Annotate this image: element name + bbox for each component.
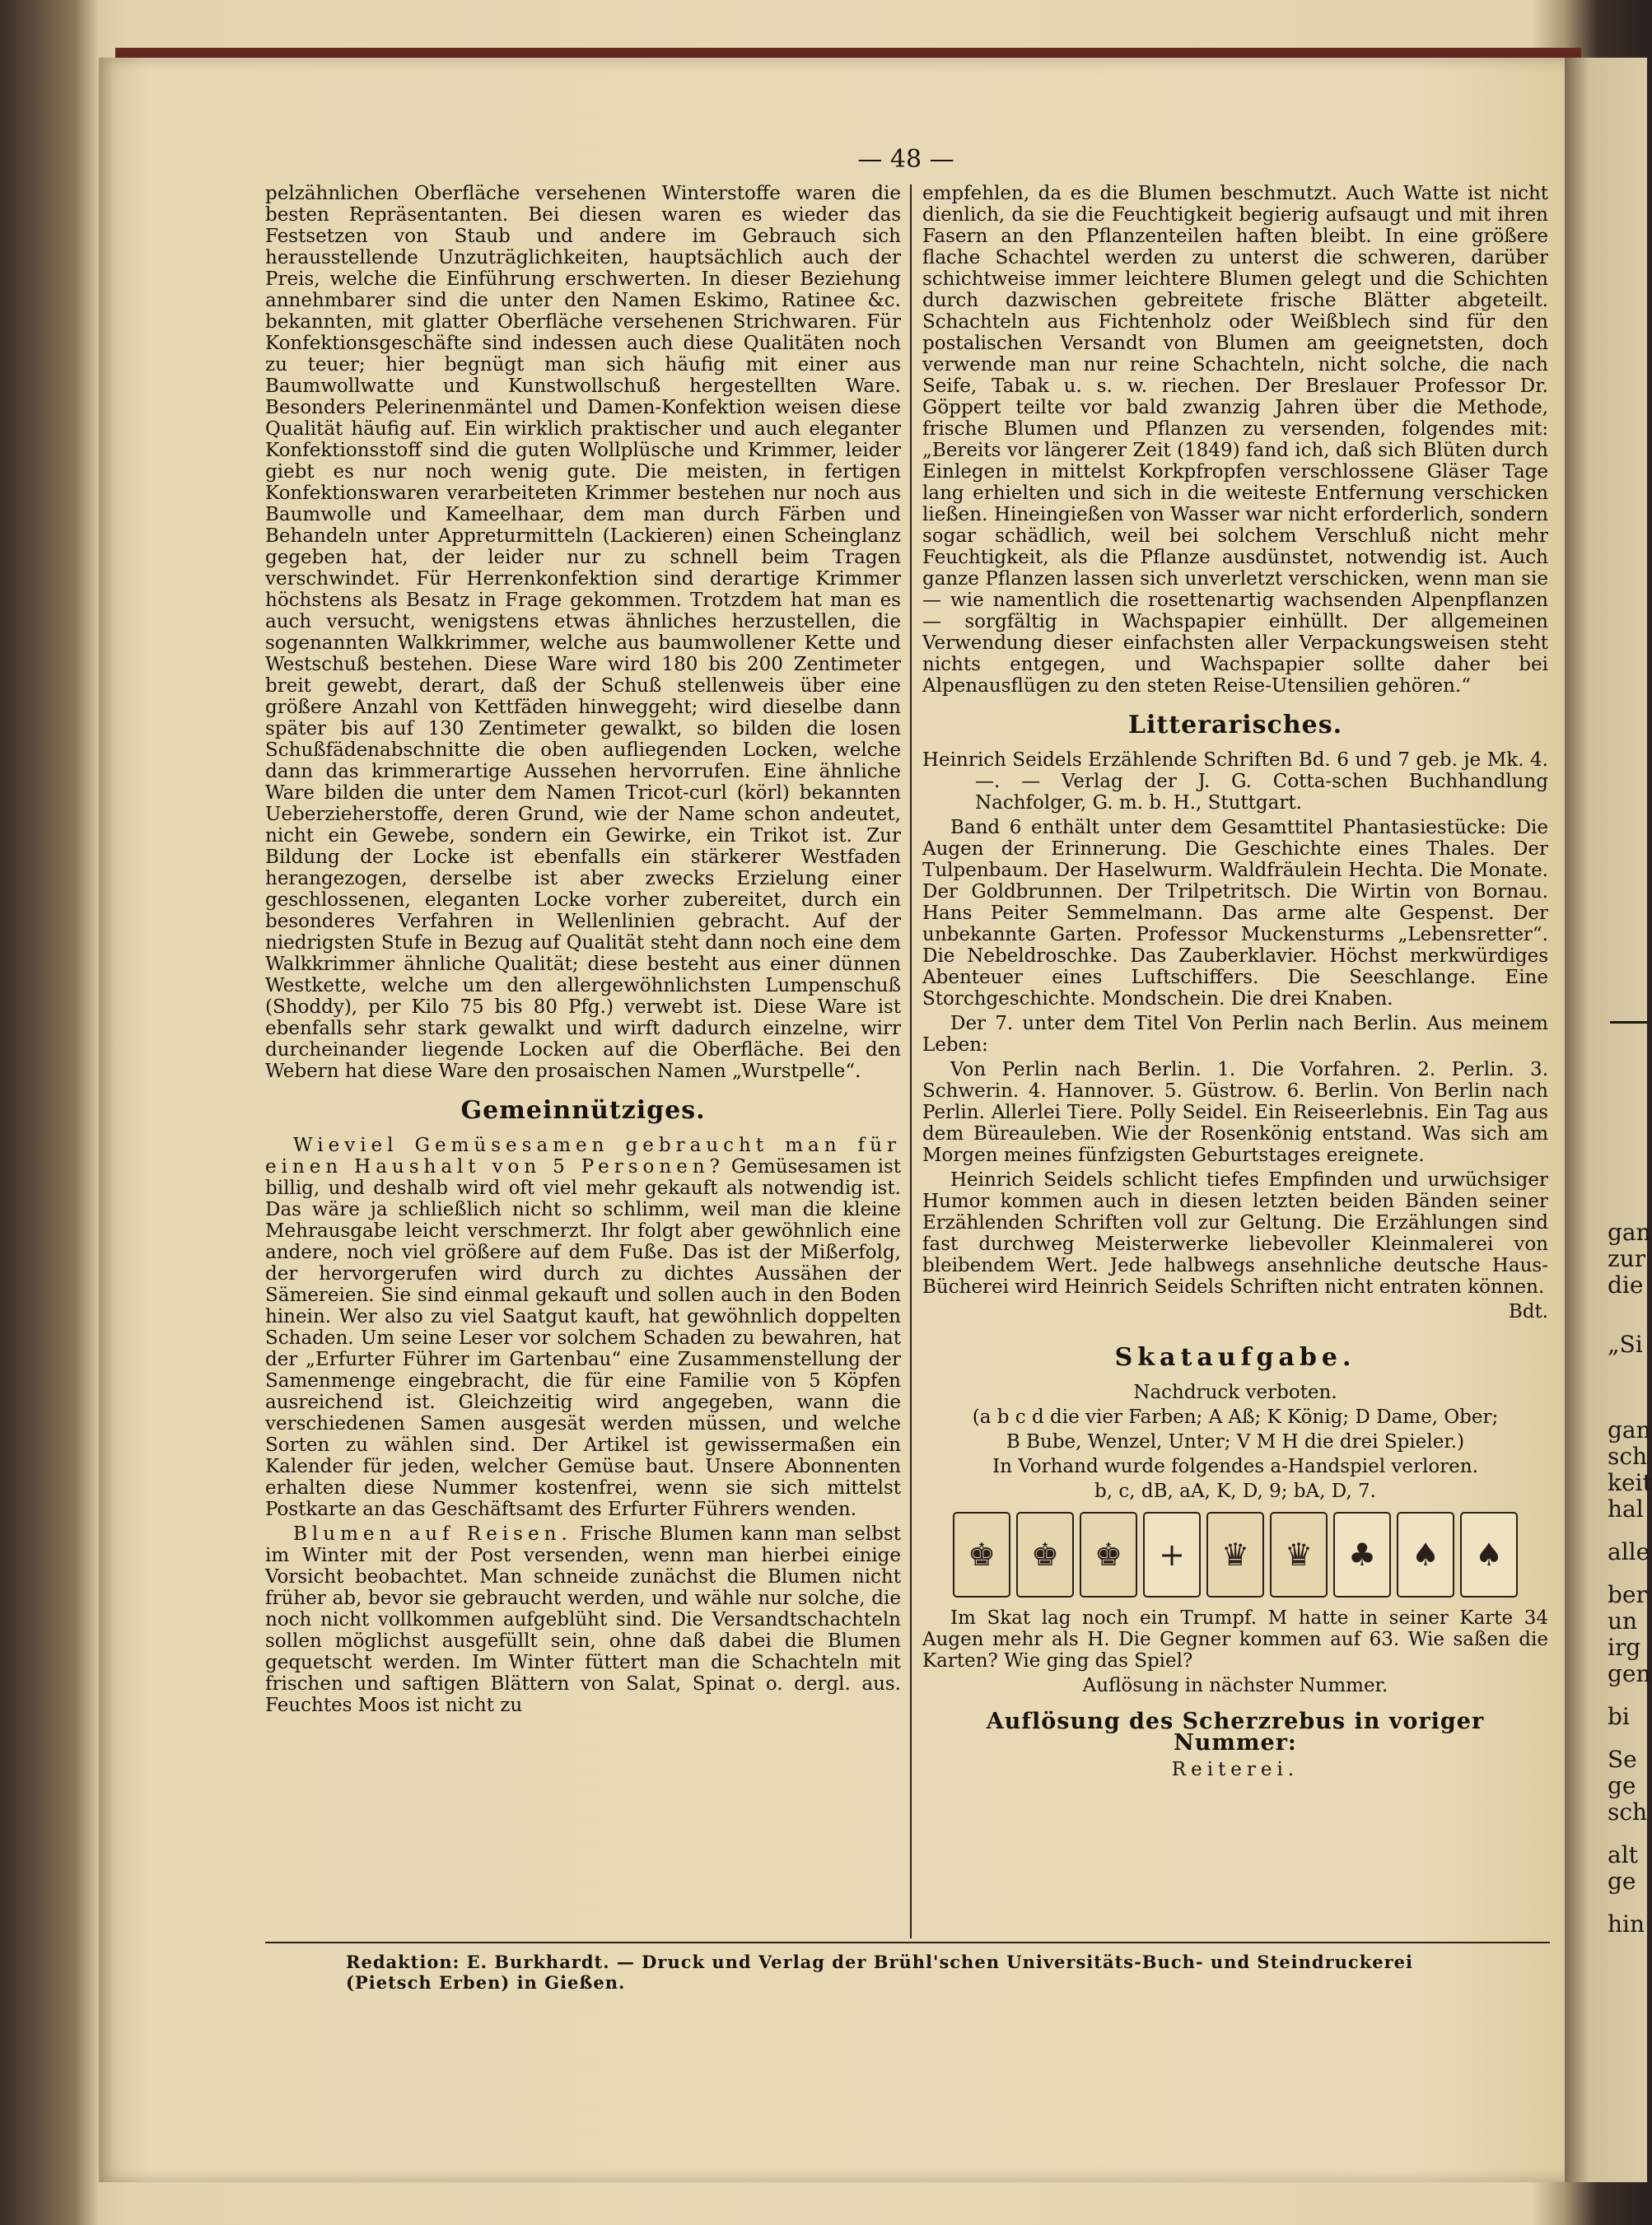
adjacent-page-fragment: keit [1608, 1469, 1652, 1496]
adjacent-page-fragment: ge [1608, 1772, 1636, 1799]
adjacent-page-fragment: alle [1608, 1538, 1650, 1565]
skat-hand: b, c, dB, aA, K, D, 9; bA, D, 7. [1094, 1481, 1376, 1502]
adjacent-page-fragment: sch [1608, 1798, 1648, 1826]
face-card-icon: ♚ [967, 1537, 996, 1573]
imprint-footer: Redaktion: E. Burkhardt. — Druck und Verlag der Brühl'schen Universitäts-Buch- und Steindruckerei (Pietsch Erben) in Gießen. [346, 1952, 1414, 1993]
text-paragraph: Heinrich Seidels schlicht tiefes Empfinden und urwüchsiger Humor kommen auch in diesen letzten beiden Bänden seiner Erzählenden Schriften voll zur Geltung. Die Erzählungen sind fast durchweg Meisterwerke liebevoller Kleinmalerei von bleibendem Wert. Jede halbwegs ansehnliche deutsche Haus-Bücherei wird Heinrich Seidels Schriften nicht entraten können. [922, 1169, 1548, 1298]
adjacent-page-fragment: irg [1608, 1634, 1641, 1661]
adjacent-page-fragment: Se [1608, 1746, 1637, 1773]
footer-rule [265, 1942, 1550, 1943]
rebus-heading: Auflösung des Scherzrebus in voriger Nummer: [986, 1709, 1485, 1756]
adjacent-page-fragment: ber [1608, 1581, 1647, 1608]
skat-legend: B Bube, Wenzel, Unter; V M H die drei Spieler.) [1006, 1431, 1465, 1453]
adjacent-page-fragment: gan [1608, 1219, 1651, 1246]
playing-card [953, 1512, 1010, 1598]
playing-card [1270, 1512, 1328, 1598]
lead-phrase: Blumen auf Reisen. [293, 1523, 572, 1545]
skat-next: Auflösung in nächster Nummer. [1082, 1675, 1388, 1696]
suit-icon: ♠ [1474, 1537, 1504, 1573]
card-row [922, 1512, 1548, 1598]
playing-card [1080, 1512, 1137, 1598]
section-heading-gemeinnuetziges: Gemeinnütziges. [460, 1096, 706, 1125]
book-reference: Heinrich Seidels Erzählende Schriften Bd. 6 und 7 geb. je Mk. 4.—. — Verlag der J. G. Cotta-schen Buchhandlung Nachfolger, G. m. b. H., Stuttgart. [922, 749, 1548, 814]
adjacent-page-rule [1610, 1021, 1647, 1024]
face-card-icon: ♛ [1220, 1537, 1250, 1573]
author-sign: Bdt. [1508, 1301, 1548, 1322]
copyright-note: Nachdruck verboten. [1133, 1382, 1337, 1403]
playing-card [1333, 1512, 1391, 1598]
adjacent-page-fragment: „Si [1608, 1331, 1643, 1358]
section-heading-litterarisches: Litterarisches. [1127, 711, 1343, 739]
column-divider [910, 184, 912, 1938]
adjacent-page-fragment: gen [1608, 1660, 1651, 1687]
text-paragraph: Der 7. unter dem Titel Von Perlin nach Berlin. Aus meinem Leben: [922, 1013, 1548, 1056]
right-column [922, 183, 1548, 1784]
lead-phrase: Wieviel Gemüsesamen gebraucht man für einen Haushalt von 5 Personen? [265, 1135, 901, 1178]
adjacent-page-fragment: zur [1608, 1245, 1646, 1272]
adjacent-page-fragment: sch [1608, 1443, 1648, 1470]
left-column [265, 183, 901, 1719]
text-paragraph: empfehlen, da es die Blumen beschmutzt. Auch Watte ist nicht dienlich, da sie die Feuchtigkeit begierig aufsaugt und mit ihren Fasern an den Pflanzenteilen haften bleibt. In eine größere flache Schachtel werden zu unterst die schweren, darüber schichtweise immer leichtere Blumen gelegt und die Schichten durch dazwischen gebreitete frische Blätter abgeteilt. Schachteln aus Fichtenholz oder Weißblech sind für den postalischen Versandt von Blumen am geeignetsten, doch verwende man nur reine Schachteln, nicht solche, die nach Seife, Tabak u. s. w. riechen. Der Breslauer Professor Dr. Göppert teilte vor bald zwanzig Jahren über die Methode, frische Blumen und Pflanzen zu versenden, folgendes mit: „Bereits vor längerer Zeit (1849) fand ich, daß sich Blüten durch Einlegen in mittelst Korkpfropfen verschlossene Gläser Tage lang erhielten und sich in die weiteste Entfernung verschicken ließen. Hineingießen von Wasser war nicht erforderlich, sondern sogar schädlich, weil bei solchem Verschluß nicht mehr Feuchtigkeit, als die Pflanze ausdünstet, notwendig ist. Auch ganze Pflanzen lassen sich unverletzt verschicken, wenn man sie — wie namentlich die rosettenartig wachsenden Alpenpflanzen — sorgfältig in Wachspapier einhüllt. Der allgemeinen Verwendung dieser einfachsten aller Verpackungsweisen steht nichts entgegen, und Wachspapier sollte daher bei Alpenausflügen zu den steten Reise-Utensilien gehören.“ [922, 183, 1548, 697]
playing-card [1460, 1512, 1518, 1598]
text-paragraph: Von Perlin nach Berlin. 1. Die Vorfahren. 2. Perlin. 3. Schwerin. 4. Hannover. 5. Güstrow. 6. Berlin. Von Berlin nach Perlin. Allerlei Tiere. Polly Seidel. Ein Reiseerlebnis. Ein Tag aus dem Büreauleben. Wie der Rosenkönig entstand. Was sich am Morgen meines fünfzigsten Geburtstages ereignete. [922, 1059, 1548, 1166]
paragraph-body: Frische Blumen kann man selbst im Winter mit der Post versenden, wenn man hierbei einige Vorsicht beobachtet. Man schneide zunächst die Blumen nicht früher ab, bevor sie gebraucht werden, und wähle nur solche, die noch nicht vollkommen aufgeblüht sind. Die Versandtschachteln sollen möglichst ausgefüllt sein, ohne daß dabei die Blumen gequetscht werden. Im Winter füttert man die Schachteln mit frischen und saftigen Blättern von Salat, Spinat o. dergl. aus. Feuchtes Moos ist nicht zu [265, 1523, 901, 1716]
adjacent-page-fragment: gan [1608, 1416, 1651, 1444]
text-paragraph [265, 1135, 901, 1520]
adjacent-page-fragment: un [1608, 1607, 1638, 1635]
adjacent-page-fragment: hal [1608, 1495, 1644, 1523]
adjacent-page-fragment: ge [1608, 1868, 1636, 1895]
text-paragraph: Band 6 enthält unter dem Gesamttitel Phantasiestücke: Die Augen der Erinnerung. Die Geschichte eines Thales. Der Tulpenbaum. Der Haselwurm. Waldfräulein Hechta. Die Monate. Der Goldbrunnen. Der Trilpetritsch. Die Wirtin von Bornau. Hans Peiter Semmelmann. Das arme alte Gespenst. Der unbekannte Garten. Professor Muckensturms „Lebensretter“. Die Nebeldroschke. Das Zauberklavier. Höchst merkwürdiges Abenteuer eines Luftschiffers. Die Seeschlange. Eine Storchgeschichte. Mondschein. Die drei Knaben. [922, 817, 1548, 1010]
adjacent-page-fragment: hin [1608, 1910, 1645, 1938]
suit-icon: ♠ [1411, 1537, 1440, 1573]
skat-problem: Im Skat lag noch ein Trumpf. M hatte in seiner Karte 34 Augen mehr als H. Die Gegner kommen auf 63. Wie saßen die Karten? Wie ging das Spiel? [922, 1607, 1548, 1672]
playing-card [1397, 1512, 1454, 1598]
playing-card [1016, 1512, 1074, 1598]
adjacent-page-fragment: die [1608, 1271, 1644, 1299]
adjacent-page-fragment: bi [1608, 1703, 1630, 1730]
skat-intro: In Vorhand wurde folgendes a-Handspiel verloren. [992, 1456, 1478, 1477]
face-card-icon: ♛ [1284, 1537, 1314, 1573]
adjacent-page-fragment: alt [1608, 1841, 1638, 1868]
rebus-answer: Reiterei. [1171, 1759, 1300, 1780]
page-number: — 48 — [857, 145, 954, 174]
skat-legend: (a b c d die vier Farben; A Aß; K König; D Dame, Ober; [972, 1406, 1499, 1428]
text-paragraph: pelzähnlichen Oberfläche versehenen Winterstoffe waren die besten Repräsentanten. Bei diesen waren es wieder das Festsetzen von Staub und andere im Gebrauch sich herausstellende Unzuträglichkeiten, hauptsächlich auch der Preis, welche die Einführung erschwerten. In dieser Beziehung annehmbarer sind die unter den Namen Eskimo, Ratinee &c. bekannten, mit glatter Oberfläche versehenen Strichwaren. Für Konfektionsgeschäfte sind indessen auch diese Qualitäten noch zu teuer; hier begnügt man sich häufig mit einer aus Baumwollwatte und Kunstwollschuß hergestellten Ware. Besonders Pelerinenmäntel und Damen-Konfektion weisen diese Qualität häufig auf. Ein wirklich praktischer und auch eleganter Konfektionsstoff sind die guten Wollplüsche und Krimmer, leider giebt es nur noch wenig gute. Die meisten, in fertigen Konfektionswaren verarbeiteten Krimmer bestehen nur noch aus Baumwolle und Kameelhaar, dem man durch Färben und Behandeln unter Appreturmitteln (Lackieren) einen Scheinglanz gegeben hat, der leider nur zu schnell beim Tragen verschwindet. Für Herrenkonfektion sind derartige Krimmer höchstens als Besatz in Frage gekommen. Trotzdem hat man es auch versucht, wenigstens etwas ähnliches herzustellen, die sogenannten Walkkrimmer, welche aus baumwollener Kette und Westschuß bestehen. Diese Ware wird 180 bis 200 Zentimeter breit gewebt, derart, daß der Schuß stellenweis über eine größere Anzahl von Kettfäden hinweggeht; wird dieselbe dann später bis auf 130 Zentimeter gewalkt, so bilden die losen Schußfädenabschnitte die oben aufliegenden Locken, welche dann das krimmerartige Aussehen hervorrufen. Eine ähnliche Ware bilden die unter dem Namen Tricot-curl (körl) bekannten Ueberzieherstoffe, deren Grund, wie der Name schon andeutet, nicht ein Gewebe, sondern ein Gewirke, ein Trikot ist. Zur Bildung der Locke ist ebenfalls ein stärkerer Westfaden herangezogen, derselbe ist aber zwecks Erzielung einer geschlossenen, eleganten Locke vorher zubereitet, durch ein besonderes Verfahren in Wellenlinien gebracht. Auf der niedrigsten Stufe in Bezug auf Qualität steht dann noch eine dem Walkkrimmer ähnliche Qualität; diese besteht aus einer dünnen Westkette, welche um den allergewöhnlichsten Lumpenschuß (Shoddy), per Kilo 75 bis 80 Pfg.) verwebt ist. Diese Ware ist ebenfalls sehr stark gewalkt und wirft dadurch einzelne, wirr durcheinander liegende Locken auf die Oberfläche. Bei den Webern hat diese Ware den prosaischen Namen „Wurstpelle“. [265, 183, 901, 1082]
suit-icon: ♣ [1347, 1537, 1377, 1573]
suit-icon: + [1159, 1537, 1185, 1573]
section-heading-skataufgabe: Skataufgabe. [1114, 1343, 1356, 1372]
face-card-icon: ♚ [1094, 1537, 1123, 1573]
face-card-icon: ♚ [1030, 1537, 1060, 1573]
playing-card [1206, 1512, 1264, 1598]
text-paragraph [265, 1523, 901, 1716]
playing-card [1143, 1512, 1201, 1598]
paragraph-body: Gemüsesamen ist billig, und deshalb wird oft viel mehr gekauft als notwendig ist. Das wäre ja schließlich nicht so schlimm, weil man die kleine Mehrausgabe leicht verschmerzt. Ihr folgt aber gewöhnlich eine andere, noch viel größere auf dem Fuße. Das ist der Mißerfolg, der hervorgerufen wird durch zu dichtes Aussähen der Sämereien. Sie sind einmal gekauft und sollen auch in den Boden hinein. Wer also zu viel Saatgut kauft, hat gewöhnlich doppelten Schaden. Um seine Leser vor solchem Schaden zu bewahren, hat der „Erfurter Führer im Gartenbau“ eine Zusammenstellung der Samenmenge eingebracht, die für eine Familie von 5 Köpfen ausreichend ist. Gleichzeitig wird angegeben, wann die verschiedenen Samen ausgesät werden müssen, und welche Sorten zu wählen sind. Der Artikel ist gewissermaßen ein Kalender für jeden, welcher Gemüse baut. Unsere Abonnenten erhalten diese Nummer kostenfrei, wenn sie sich mittelst Postkarte an das Geschäftsamt des Erfurter Führers wenden. [265, 1156, 902, 1520]
